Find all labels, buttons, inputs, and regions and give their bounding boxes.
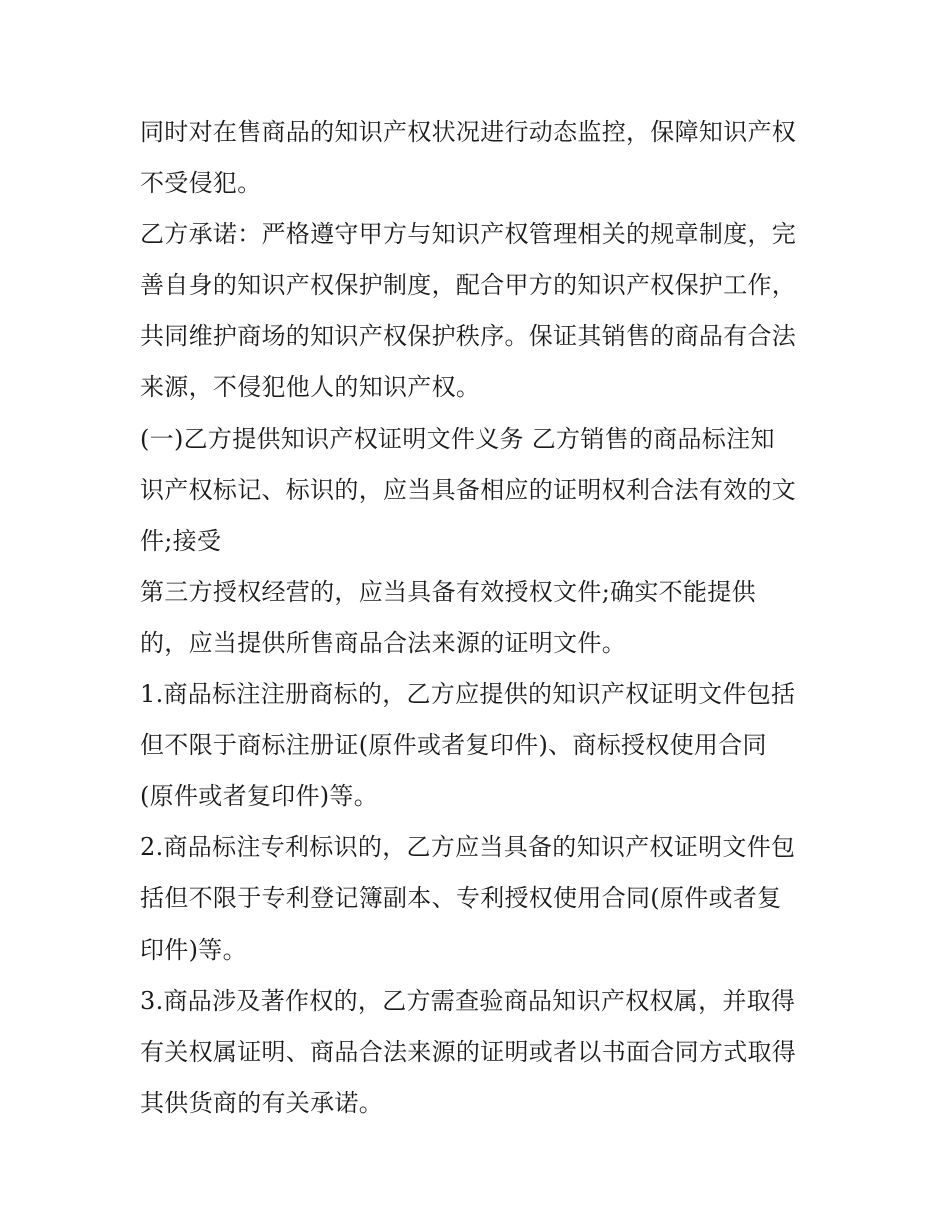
paragraph-line: 善自身的知识产权保护制度，配合甲方的知识产权保护工作，: [140, 271, 797, 300]
paragraph-line: 1.商品标注注册商标的，乙方应提供的知识产权证明文件包括: [140, 680, 796, 709]
paragraph-line: 来源，不侵犯他人的知识产权。: [140, 373, 481, 402]
paragraph-line: 第三方授权经营的，应当具备有效授权文件;确实不能提供: [140, 577, 756, 606]
paragraph-line: (原件或者复印件)等。: [140, 782, 379, 811]
paragraph-line: 2.商品标注专利标识的，乙方应当具备的知识产权证明文件包: [140, 833, 796, 862]
paragraph-line: 识产权标记、标识的，应当具备相应的证明权利合法有效的文: [140, 475, 797, 504]
paragraph-line: 共同维护商场的知识产权保护秩序。保证其销售的商品有合法: [140, 322, 797, 351]
paragraph-line: 件;接受: [140, 526, 222, 555]
paragraph-line: 印件)等。: [140, 935, 247, 964]
paragraph-line: 同时对在售商品的知识产权状况进行动态监控，保障知识产权: [140, 118, 797, 146]
paragraph-line: 乙方承诺：严格遵守甲方与知识产权管理相关的规章制度，完: [140, 220, 797, 249]
document-body: [140, 107, 830, 1129]
paragraph-line: 有关权属证明、商品合法来源的证明或者以书面合同方式取得: [140, 1037, 797, 1066]
paragraph-line: 的，应当提供所售商品合法来源的证明文件。: [140, 628, 626, 657]
paragraph-line: 括但不限于专利登记簿副本、专利授权使用合同(原件或者复: [140, 884, 782, 913]
paragraph-line: 不受侵犯。: [140, 169, 262, 198]
paragraph-line: (一)乙方提供知识产权证明文件义务 乙方销售的商品标注知: [140, 424, 775, 453]
paragraph-line: 其供货商的有关承诺。: [140, 1088, 383, 1117]
paragraph-line: 3.商品涉及著作权的，乙方需查验商品知识产权权属，并取得: [140, 986, 796, 1015]
paragraph-line: 但不限于商标注册证(原件或者复印件)、商标授权使用合同: [140, 731, 767, 760]
